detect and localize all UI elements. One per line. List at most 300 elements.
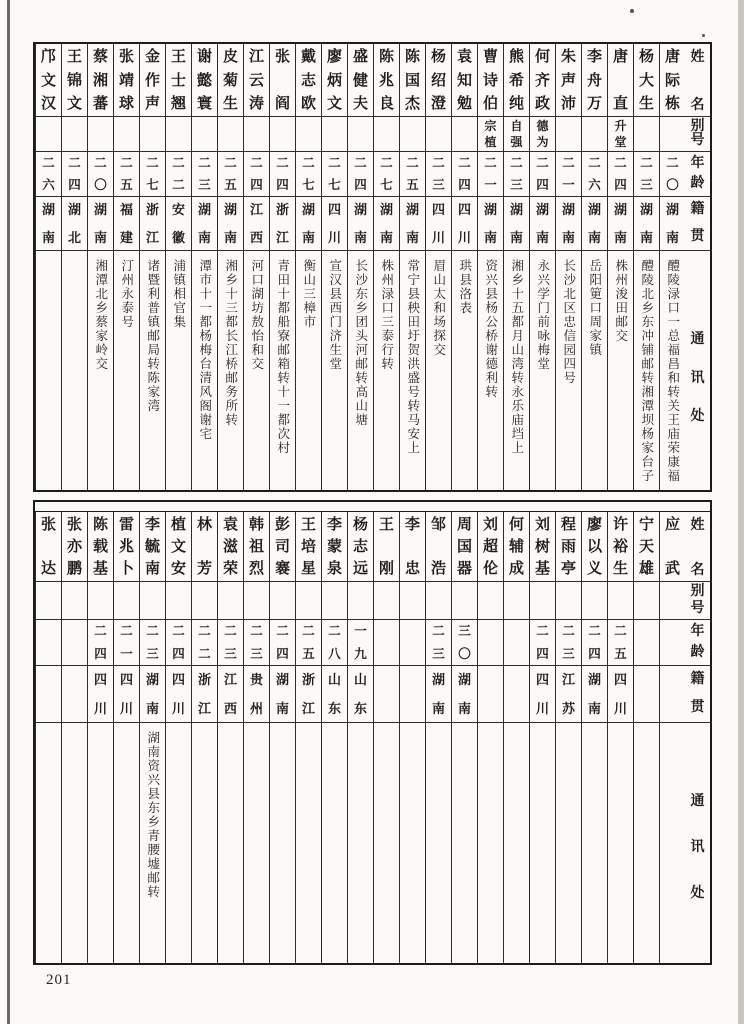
person-age: 二 〇 xyxy=(660,152,685,197)
person-alias xyxy=(504,582,529,620)
person-alias xyxy=(348,582,373,620)
person-native: 山 东 xyxy=(348,666,373,723)
person-alias xyxy=(400,582,425,620)
person-age: 二 四 xyxy=(348,152,373,197)
address-cell xyxy=(556,723,581,963)
person-column xyxy=(191,512,217,963)
person-name: 程 雨 亭 xyxy=(556,512,581,582)
person-column xyxy=(581,44,607,490)
address-cell xyxy=(608,251,633,490)
person-name: 刘 超 伦 xyxy=(478,512,503,582)
address-text: 醴陵北乡东冲铺邮转湘潭坝杨家台子 xyxy=(639,259,654,483)
person-age: 二 一 xyxy=(556,152,581,197)
address-text: 湖南资兴县东乡青腰墟邮转 xyxy=(145,731,160,899)
person-age xyxy=(36,620,61,666)
person-alias xyxy=(530,582,555,620)
person-native: 四 川 xyxy=(114,666,139,723)
person-column xyxy=(529,512,555,963)
roster-table-bottom xyxy=(33,500,712,965)
person-native: 湖 南 xyxy=(556,197,581,251)
person-column xyxy=(243,512,269,963)
person-column xyxy=(295,44,321,490)
person-name: 韩 祖 烈 xyxy=(244,512,269,582)
address-cell xyxy=(192,723,217,963)
roster-table-top xyxy=(33,42,712,492)
person-alias xyxy=(452,117,477,152)
person-age: 二 四 xyxy=(608,152,633,197)
person-alias xyxy=(166,582,191,620)
person-column xyxy=(87,44,113,490)
person-column xyxy=(555,44,581,490)
person-column xyxy=(191,44,217,490)
person-native xyxy=(36,666,61,723)
person-age xyxy=(504,620,529,666)
person-native: 四 川 xyxy=(166,666,191,723)
person-age xyxy=(374,620,399,666)
person-alias xyxy=(322,582,347,620)
person-age xyxy=(400,620,425,666)
person-alias: 宗 植 xyxy=(478,117,503,152)
header-age: 年 龄 xyxy=(685,152,710,197)
person-native: 四 川 xyxy=(452,197,477,251)
person-age xyxy=(62,620,87,666)
address-cell xyxy=(270,723,295,963)
person-age: 二 四 xyxy=(530,620,555,666)
person-column xyxy=(243,44,269,490)
person-column xyxy=(451,512,477,963)
person-column xyxy=(607,512,633,963)
person-native: 湖 南 xyxy=(88,197,113,251)
scan-speckle xyxy=(630,9,634,13)
person-alias xyxy=(140,117,165,152)
person-column xyxy=(399,512,425,963)
person-name: 熊 希 纯 xyxy=(504,44,529,117)
person-age: 二 五 xyxy=(218,152,243,197)
person-age xyxy=(634,620,659,666)
person-name: 何 齐 政 xyxy=(530,44,555,117)
address-cell xyxy=(166,251,191,490)
person-alias xyxy=(218,117,243,152)
person-name: 陈 载 基 xyxy=(88,512,113,582)
person-name: 张 亦 鹏 xyxy=(62,512,87,582)
person-alias: 德 为 xyxy=(530,117,555,152)
person-age: 二 七 xyxy=(322,152,347,197)
person-alias xyxy=(244,582,269,620)
address-text: 岳阳筻口周家镇 xyxy=(587,259,602,357)
table-columns xyxy=(35,44,710,490)
person-column xyxy=(581,512,607,963)
person-native: 四 川 xyxy=(88,666,113,723)
address-cell xyxy=(504,723,529,963)
person-native: 湖 南 xyxy=(270,666,295,723)
person-alias xyxy=(374,117,399,152)
person-name: 李 忠 xyxy=(400,512,425,582)
address-cell xyxy=(348,723,373,963)
address-cell xyxy=(478,251,503,490)
person-column xyxy=(633,44,659,490)
person-native: 湖 南 xyxy=(218,197,243,251)
person-age xyxy=(478,620,503,666)
address-cell xyxy=(426,251,451,490)
person-name: 金 作 声 xyxy=(140,44,165,117)
person-alias xyxy=(634,582,659,620)
person-column xyxy=(373,512,399,963)
person-column xyxy=(87,512,113,963)
address-text: 珙县洛表 xyxy=(457,259,472,315)
person-column xyxy=(139,44,165,490)
person-name: 杨 志 远 xyxy=(348,512,373,582)
address-cell xyxy=(296,251,321,490)
address-cell xyxy=(62,251,87,490)
person-alias xyxy=(348,117,373,152)
address-text: 长沙北区忠信园四号 xyxy=(561,259,576,385)
person-alias xyxy=(192,582,217,620)
person-native: 江 苏 xyxy=(556,666,581,723)
address-text: 诸暨利普镇邮局转陈家湾 xyxy=(145,259,160,413)
person-name: 皮 菊 生 xyxy=(218,44,243,117)
address-cell xyxy=(504,251,529,490)
address-cell xyxy=(140,251,165,490)
address-text: 湘乡十三都长江桥邮务所转 xyxy=(223,259,238,427)
person-native: 四 川 xyxy=(530,666,555,723)
person-age: 二 三 xyxy=(218,620,243,666)
person-name: 李 蒙 泉 xyxy=(322,512,347,582)
person-age: 二 三 xyxy=(426,152,451,197)
header-name: 姓 名 xyxy=(685,512,710,582)
person-name: 周 国 器 xyxy=(452,512,477,582)
person-age: 二 三 xyxy=(244,620,269,666)
address-cell xyxy=(218,723,243,963)
person-name: 许 裕 生 xyxy=(608,512,633,582)
person-age: 二 四 xyxy=(530,152,555,197)
person-column xyxy=(165,44,191,490)
person-name: 谢 懿 寰 xyxy=(192,44,217,117)
person-column xyxy=(217,512,243,963)
person-age: 二 一 xyxy=(114,620,139,666)
address-cell xyxy=(660,723,685,963)
address-cell xyxy=(426,723,451,963)
address-text: 潭市十一都杨梅台清风阁谢宅 xyxy=(197,259,212,441)
person-age: 二 三 xyxy=(504,152,529,197)
person-native: 浙 江 xyxy=(296,666,321,723)
person-column xyxy=(35,44,61,490)
person-alias xyxy=(270,582,295,620)
person-alias xyxy=(660,582,685,620)
address-cell xyxy=(88,723,113,963)
address-cell xyxy=(36,723,61,963)
address-cell xyxy=(452,723,477,963)
address-cell xyxy=(36,251,61,490)
person-age xyxy=(660,620,685,666)
address-text: 汀州永泰号 xyxy=(119,259,134,329)
person-age: 三 〇 xyxy=(452,620,477,666)
header-alias: 别 号 xyxy=(685,582,710,620)
address-text: 湘潭北乡蔡家岭交 xyxy=(93,259,108,371)
person-column xyxy=(269,44,295,490)
person-native: 湖 南 xyxy=(36,197,61,251)
person-native: 湖 南 xyxy=(452,666,477,723)
person-age: 二 五 xyxy=(400,152,425,197)
header-age: 年 龄 xyxy=(685,620,710,666)
person-alias xyxy=(62,117,87,152)
person-alias xyxy=(166,117,191,152)
person-age: 二 五 xyxy=(296,620,321,666)
address-cell xyxy=(452,251,477,490)
person-age: 二 七 xyxy=(296,152,321,197)
person-name: 王 锦 文 xyxy=(62,44,87,117)
person-column xyxy=(477,512,503,963)
person-column xyxy=(61,512,87,963)
person-column xyxy=(113,44,139,490)
person-name: 雷 兆 卜 xyxy=(114,512,139,582)
person-age: 二 四 xyxy=(244,152,269,197)
person-column xyxy=(139,512,165,963)
person-column xyxy=(503,44,529,490)
address-text: 永兴学门前咏梅堂 xyxy=(535,259,550,371)
person-alias xyxy=(660,117,685,152)
person-alias xyxy=(634,117,659,152)
address-cell xyxy=(660,251,685,490)
page-number: 201 xyxy=(46,972,72,988)
person-alias xyxy=(608,582,633,620)
person-name: 张 达 xyxy=(36,512,61,582)
person-column xyxy=(269,512,295,963)
person-age: 二 五 xyxy=(114,152,139,197)
person-column xyxy=(347,44,373,490)
person-age: 二 一 xyxy=(478,152,503,197)
person-native: 江 西 xyxy=(218,666,243,723)
person-column xyxy=(477,44,503,490)
address-text: 常宁县秧田圩贺洪盛号转马安上 xyxy=(405,259,420,455)
person-name: 唐 直 xyxy=(608,44,633,117)
person-column xyxy=(321,44,347,490)
scan-speckle xyxy=(702,34,705,37)
person-age: 二 三 xyxy=(556,620,581,666)
address-cell xyxy=(296,723,321,963)
person-name: 陈 国 杰 xyxy=(400,44,425,117)
person-column xyxy=(295,512,321,963)
address-cell xyxy=(114,251,139,490)
address-cell xyxy=(140,723,165,963)
person-native: 四 川 xyxy=(322,197,347,251)
person-name: 李 毓 南 xyxy=(140,512,165,582)
person-alias xyxy=(374,582,399,620)
person-native: 湖 南 xyxy=(296,197,321,251)
person-name: 袁 滋 荣 xyxy=(218,512,243,582)
address-cell xyxy=(62,723,87,963)
address-cell xyxy=(244,723,269,963)
person-age: 二 二 xyxy=(192,620,217,666)
person-alias: 升 堂 xyxy=(608,117,633,152)
person-alias xyxy=(556,582,581,620)
person-name: 廖 炳 文 xyxy=(322,44,347,117)
person-age: 二 四 xyxy=(270,620,295,666)
person-native xyxy=(634,666,659,723)
header-alias: 别 号 xyxy=(685,117,710,152)
person-name: 唐 际 栋 xyxy=(660,44,685,117)
person-alias xyxy=(244,117,269,152)
person-age: 二 三 xyxy=(140,620,165,666)
person-native: 江 西 xyxy=(244,197,269,251)
person-native: 湖 南 xyxy=(374,197,399,251)
person-native: 浙 江 xyxy=(140,197,165,251)
person-alias xyxy=(140,582,165,620)
person-age: 二 四 xyxy=(582,620,607,666)
person-age: 二 四 xyxy=(62,152,87,197)
person-age: 二 三 xyxy=(634,152,659,197)
address-text: 衡山三樟市 xyxy=(301,259,316,329)
person-column xyxy=(373,44,399,490)
person-alias xyxy=(114,117,139,152)
header-column xyxy=(685,512,710,963)
address-text: 青田十都船寮邮箱转十一都次村 xyxy=(275,259,290,455)
person-alias xyxy=(322,117,347,152)
person-alias xyxy=(582,582,607,620)
person-name: 盛 健 夫 xyxy=(348,44,373,117)
address-text: 株州渌口三泰行转 xyxy=(379,259,394,371)
address-cell xyxy=(192,251,217,490)
person-column xyxy=(503,512,529,963)
address-cell xyxy=(322,723,347,963)
person-age: 二 四 xyxy=(88,620,113,666)
person-column xyxy=(347,512,373,963)
address-cell xyxy=(244,251,269,490)
person-column xyxy=(659,512,685,963)
address-cell xyxy=(114,723,139,963)
person-alias xyxy=(452,582,477,620)
person-column xyxy=(633,512,659,963)
address-cell xyxy=(400,723,425,963)
person-age: 二 五 xyxy=(608,620,633,666)
person-age: 二 三 xyxy=(192,152,217,197)
address-text: 河口湖坊敖怡和交 xyxy=(249,259,264,371)
address-cell xyxy=(530,723,555,963)
person-column xyxy=(399,44,425,490)
person-name: 张 阎 xyxy=(270,44,295,117)
table-columns xyxy=(35,512,710,963)
person-name: 蔡 湘 蕃 xyxy=(88,44,113,117)
person-native: 四 川 xyxy=(426,197,451,251)
address-cell xyxy=(530,251,555,490)
person-native xyxy=(660,666,685,723)
person-name: 杨 绍 澄 xyxy=(426,44,451,117)
person-name: 应 武 xyxy=(660,512,685,582)
person-native: 湖 南 xyxy=(504,197,529,251)
address-text: 浦镇相官集 xyxy=(171,259,186,329)
person-age: 二 四 xyxy=(452,152,477,197)
person-alias xyxy=(296,117,321,152)
address-cell xyxy=(270,251,295,490)
person-native: 四 川 xyxy=(608,666,633,723)
address-text: 醴陵渌口一总福昌和转关王庙荣康福 xyxy=(665,259,680,483)
person-name: 王 刚 xyxy=(374,512,399,582)
person-column xyxy=(529,44,555,490)
person-native xyxy=(400,666,425,723)
person-column xyxy=(35,512,61,963)
address-cell xyxy=(88,251,113,490)
address-text: 株州浚田邮交 xyxy=(613,259,628,343)
person-native: 湖 南 xyxy=(348,197,373,251)
person-name: 植 文 安 xyxy=(166,512,191,582)
address-cell xyxy=(478,723,503,963)
person-name: 林 芳 xyxy=(192,512,217,582)
person-alias xyxy=(426,582,451,620)
person-alias xyxy=(36,582,61,620)
header-address: 通 讯 处 xyxy=(690,794,705,901)
person-name: 邝 文 汉 xyxy=(36,44,61,117)
address-cell xyxy=(400,251,425,490)
person-name: 刘 树 基 xyxy=(530,512,555,582)
person-name: 宁 天 雄 xyxy=(634,512,659,582)
person-age: 二 〇 xyxy=(88,152,113,197)
person-native: 湖 南 xyxy=(660,197,685,251)
person-native xyxy=(374,666,399,723)
person-column xyxy=(451,44,477,490)
person-native: 安 徽 xyxy=(166,197,191,251)
person-native: 湖 南 xyxy=(582,666,607,723)
address-cell xyxy=(582,251,607,490)
header-name: 姓 名 xyxy=(685,44,710,117)
person-column xyxy=(659,44,685,490)
person-alias xyxy=(556,117,581,152)
person-native: 福 建 xyxy=(114,197,139,251)
address-cell xyxy=(374,723,399,963)
person-alias xyxy=(426,117,451,152)
person-alias xyxy=(296,582,321,620)
person-native: 湖 南 xyxy=(530,197,555,251)
person-age: 二 八 xyxy=(322,620,347,666)
person-native: 浙 江 xyxy=(192,666,217,723)
person-native xyxy=(62,666,87,723)
person-name: 杨 大 生 xyxy=(634,44,659,117)
person-native: 湖 南 xyxy=(192,197,217,251)
person-name: 何 辅 成 xyxy=(504,512,529,582)
header-native: 籍 贯 xyxy=(685,197,710,251)
person-alias xyxy=(400,117,425,152)
person-name: 廖 以 义 xyxy=(582,512,607,582)
person-column xyxy=(321,512,347,963)
scan-edge-shade xyxy=(738,0,744,1024)
person-age: 二 六 xyxy=(582,152,607,197)
person-column xyxy=(555,512,581,963)
address-cell xyxy=(166,723,191,963)
person-native: 湖 南 xyxy=(140,666,165,723)
person-age: 二 七 xyxy=(374,152,399,197)
address-text: 长沙东乡团头河邮转高山塘 xyxy=(353,259,368,427)
person-alias xyxy=(582,117,607,152)
person-native: 湖 南 xyxy=(478,197,503,251)
person-name: 王 士 翘 xyxy=(166,44,191,117)
header-column xyxy=(685,44,710,490)
header-address: 通 讯 处 xyxy=(690,332,705,424)
person-native: 浙 江 xyxy=(270,197,295,251)
address-cell xyxy=(218,251,243,490)
person-alias xyxy=(218,582,243,620)
person-name: 王 培 星 xyxy=(296,512,321,582)
person-name: 邹 浩 xyxy=(426,512,451,582)
address-cell xyxy=(374,251,399,490)
address-cell xyxy=(348,251,373,490)
person-column xyxy=(165,512,191,963)
table-top-strip xyxy=(35,502,710,512)
person-age: 二 二 xyxy=(166,152,191,197)
person-native: 湖 南 xyxy=(400,197,425,251)
person-native xyxy=(504,666,529,723)
person-alias xyxy=(192,117,217,152)
address-cell xyxy=(608,723,633,963)
person-name: 袁 知 勉 xyxy=(452,44,477,117)
person-native xyxy=(478,666,503,723)
